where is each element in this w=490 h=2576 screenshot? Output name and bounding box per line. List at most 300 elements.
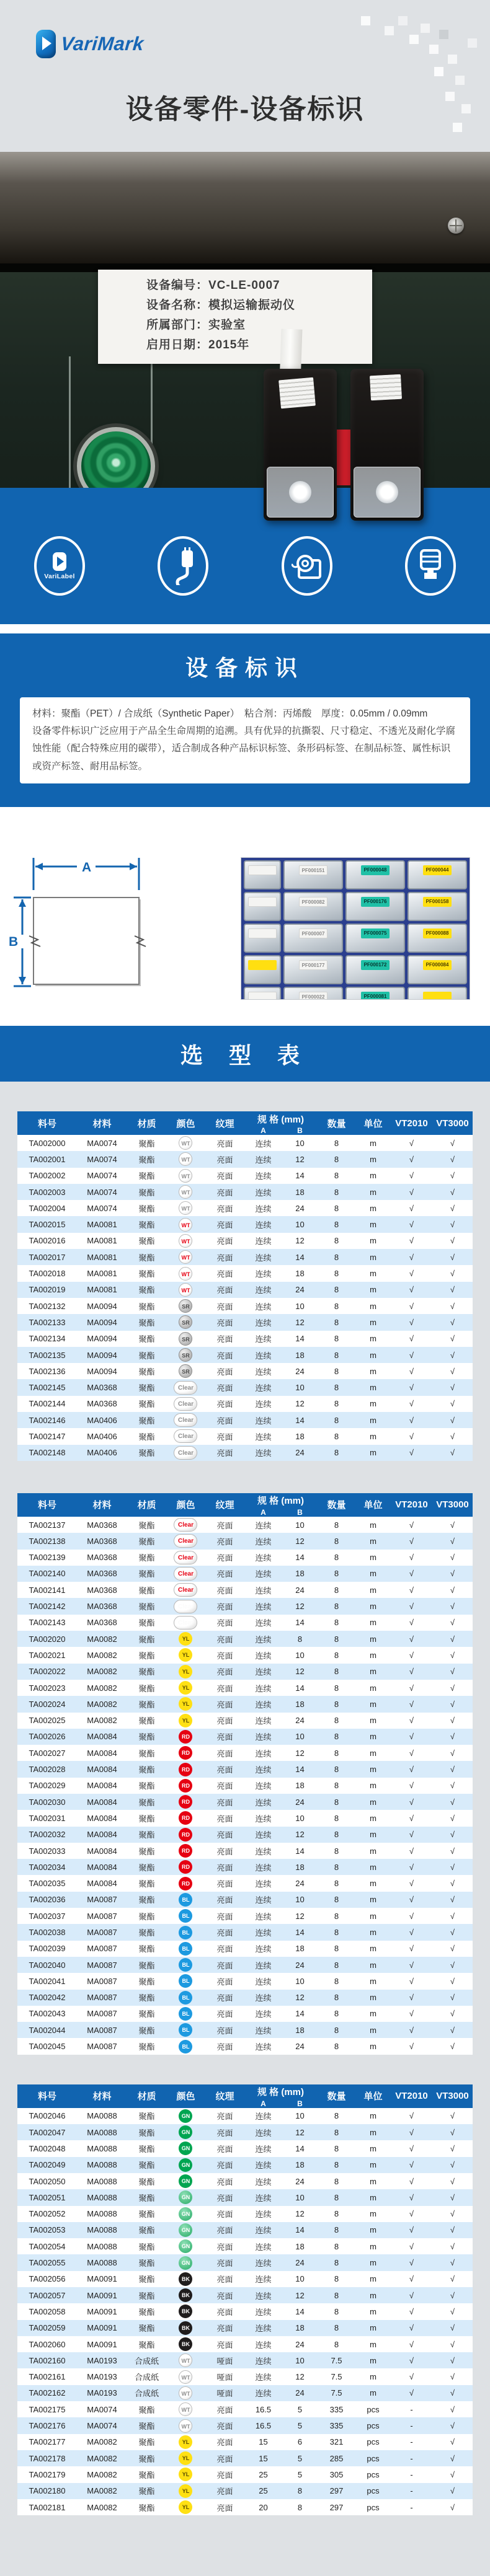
table-cell: MA0094 xyxy=(87,1366,117,1376)
table-cell: m xyxy=(370,1944,376,1954)
table-row xyxy=(17,1216,472,1232)
table-cell: m xyxy=(370,2192,376,2202)
table-cell: 亮面 xyxy=(216,1765,233,1775)
table-cell: 聚酯 xyxy=(138,1700,155,1709)
table-cell: 聚酯 xyxy=(138,2291,155,2301)
color-badge: SR xyxy=(179,1299,192,1313)
table-cell: MA0082 xyxy=(87,1667,117,1677)
color-badge: WT xyxy=(179,1152,192,1166)
table-cell: m xyxy=(370,1911,376,1921)
table-cell: 8 xyxy=(334,2290,339,2300)
table-cell: TA002040 xyxy=(29,1960,66,1970)
table-cell: 聚酯 xyxy=(138,2026,155,2036)
table-cell: √ xyxy=(409,1448,414,1458)
bin-label-chip xyxy=(248,960,277,970)
table-cell: 8 xyxy=(334,1667,339,1677)
bin-cell xyxy=(345,860,405,889)
table-cell: 亮面 xyxy=(216,2042,233,2052)
table-cell: 8 xyxy=(334,1813,339,1823)
table-cell: √ xyxy=(450,1618,455,1628)
table-cell: 连续 xyxy=(255,1269,272,1279)
table-cell: 12 xyxy=(295,1317,305,1327)
tape-cartridge xyxy=(350,369,424,521)
table-cell: TA002136 xyxy=(29,1366,66,1376)
table-cell: 12 xyxy=(295,2209,305,2219)
table-cell: √ xyxy=(450,2025,455,2035)
bin-cell xyxy=(244,955,281,984)
table-cell: 8 xyxy=(334,1993,339,2003)
table-cell: 连续 xyxy=(255,1977,272,1987)
table-cell: MA0084 xyxy=(87,1748,117,1758)
color-badge: WT xyxy=(179,2386,192,2400)
table-cell: 连续 xyxy=(255,1286,272,1295)
color-badge: Clear xyxy=(174,1446,197,1460)
col-spec-a: A xyxy=(244,1126,282,1135)
table-cell: √ xyxy=(409,2388,414,2398)
bin-cell xyxy=(345,987,405,999)
color-cell xyxy=(166,1428,205,1444)
table-cell: MA0081 xyxy=(87,1236,117,1246)
table-cell: 10 xyxy=(295,1976,305,1986)
bin-label-chip: PF000084 xyxy=(423,960,452,970)
table-cell: 亮面 xyxy=(216,1814,233,1824)
table-cell: 10 xyxy=(295,2192,305,2202)
table-cell: 连续 xyxy=(255,1732,272,1742)
product-description: 设备零件标识广泛应用于产品全生命周期的追溯。具有优异的抗撕裂、尺寸稳定、不透光及耐化学腐蚀性能（配合特殊应用的碳带），适合制成各种产品标识标签、条形码标签、在制品标签、属性标识或资产标签、耐用品标签。 xyxy=(32,726,456,772)
color-badge: BL xyxy=(179,2040,192,2053)
color-badge: BL xyxy=(179,1958,192,1972)
table-cell: MA0088 xyxy=(87,2192,117,2202)
table-cell: MA0074 xyxy=(87,2404,117,2414)
color-badge: Clear xyxy=(174,1616,197,1630)
table-cell: TA002179 xyxy=(29,2469,66,2479)
table-cell: √ xyxy=(409,2176,414,2186)
table-row xyxy=(17,1233,472,1249)
table-cell: MA0082 xyxy=(87,2469,117,2479)
table-row xyxy=(17,2336,472,2352)
color-badge: YL xyxy=(179,2500,192,2514)
color-cell xyxy=(166,1331,205,1347)
table-cell: 聚酯 xyxy=(138,1253,155,1263)
table-cell: 8 xyxy=(334,2306,339,2316)
table-cell: √ xyxy=(409,1366,414,1376)
table-cell: 连续 xyxy=(255,2259,272,2269)
color-badge: WT xyxy=(179,2419,192,2433)
table-cell: TA002140 xyxy=(29,1569,66,1579)
table-cell: 连续 xyxy=(255,1302,272,1312)
table-cell: 8 xyxy=(334,2192,339,2202)
table-cell: 亮面 xyxy=(216,1286,233,1295)
table-cell: MA0084 xyxy=(87,1813,117,1823)
table-cell: 亮面 xyxy=(216,2307,233,2317)
table-cell: 亮面 xyxy=(216,2275,233,2285)
table-row xyxy=(17,1314,472,1330)
table-cell: 8 xyxy=(334,1399,339,1409)
color-badge: GN xyxy=(179,2256,192,2270)
table-cell: m xyxy=(370,1846,376,1856)
table-cell: 12 xyxy=(295,1993,305,2003)
table-cell: m xyxy=(370,1879,376,1889)
color-cell xyxy=(166,1957,205,1973)
table-cell: 24 xyxy=(295,2176,305,2186)
table-cell: 335 xyxy=(329,2421,344,2431)
table-cell: m xyxy=(370,1334,376,1344)
table-cell: MA0084 xyxy=(87,1830,117,1840)
table-cell: 聚酯 xyxy=(138,2422,155,2432)
table-cell: 连续 xyxy=(255,1334,272,1344)
table-cell: √ xyxy=(409,1765,414,1775)
table-cell: m xyxy=(370,1797,376,1807)
col-unit: 单位 xyxy=(356,1493,391,1517)
table-cell: MA0074 xyxy=(87,1154,117,1164)
color-cell xyxy=(166,1664,205,1680)
table-row xyxy=(17,1990,472,2006)
color-cell xyxy=(166,2352,205,2368)
table-cell: TA002044 xyxy=(29,2025,66,2035)
table-row xyxy=(17,2401,472,2417)
table-cell: 连续 xyxy=(255,1520,272,1530)
table-cell: 8 xyxy=(334,1236,339,1246)
col-qty: 数量 xyxy=(318,1111,356,1135)
table-cell: m xyxy=(370,1602,376,1612)
table-cell: 5 xyxy=(297,2404,303,2414)
color-badge: SR xyxy=(179,1332,192,1346)
table-cell: 8 xyxy=(334,1220,339,1230)
table-cell: 连续 xyxy=(255,1797,272,1807)
color-badge: YL xyxy=(179,1648,192,1662)
dimension-diagram xyxy=(9,854,226,1000)
table-cell: 12 xyxy=(295,1830,305,1840)
table-cell: 8 xyxy=(334,1301,339,1311)
table-cell: 聚酯 xyxy=(138,1602,155,1612)
table-row xyxy=(17,2352,472,2368)
color-cell xyxy=(166,1941,205,1957)
table-cell: TA002049 xyxy=(29,2160,66,2170)
table-cell: √ xyxy=(450,1220,455,1230)
table-cell: √ xyxy=(450,1285,455,1295)
table-cell: 8 xyxy=(334,2127,339,2137)
table-cell: 连续 xyxy=(255,2161,272,2171)
table-cell: TA002034 xyxy=(29,1862,66,1872)
table-cell: √ xyxy=(409,1748,414,1758)
col-substrate: 材质 xyxy=(127,1493,166,1517)
table-cell: 聚酯 xyxy=(138,1961,155,1970)
table-cell: 亮面 xyxy=(216,2161,233,2171)
table-cell: m xyxy=(370,2241,376,2251)
table-cell: MA0082 xyxy=(87,1634,117,1644)
table-cell: 18 xyxy=(295,1431,305,1441)
table-cell: 连续 xyxy=(255,2373,272,2383)
table-row xyxy=(17,1843,472,1859)
color-badge: GN xyxy=(179,2109,192,2123)
table-cell: 亮面 xyxy=(216,1400,233,1409)
table-body xyxy=(17,1135,472,1461)
table-cell: 8 xyxy=(334,1895,339,1905)
table-cell: TA002020 xyxy=(29,1634,66,1644)
table-cell: √ xyxy=(450,2241,455,2251)
table-cell: √ xyxy=(450,1553,455,1563)
table-cell: 8 xyxy=(334,1618,339,1628)
table-cell: TA002141 xyxy=(29,1585,66,1595)
table-cell: 24 xyxy=(295,1285,305,1295)
table-cell: 14 xyxy=(295,1252,305,1262)
selection-table-1 xyxy=(17,1111,472,1461)
table-row xyxy=(17,1615,472,1631)
varilabel-label: VariLabel xyxy=(44,572,75,580)
table-cell: TA002143 xyxy=(29,1618,66,1628)
table-cell: MA0088 xyxy=(87,2209,117,2219)
table-cell: 连续 xyxy=(255,2226,272,2236)
page-title: 设备零件-设备标识 xyxy=(125,94,365,125)
table-cell: √ xyxy=(450,2127,455,2137)
table-cell: √ xyxy=(409,2143,414,2153)
color-badge: SR xyxy=(179,1348,192,1362)
col-spec: 规 格 (mm) xyxy=(244,2084,317,2099)
bin-cell xyxy=(244,987,281,999)
table-cell: 8 xyxy=(334,1650,339,1660)
bin-label-chip: PF000172 xyxy=(361,960,390,970)
col-spec-b: B xyxy=(282,2099,317,2108)
table-cell: 8 xyxy=(334,1602,339,1612)
table-cell: TA002002 xyxy=(29,1171,66,1181)
color-cell xyxy=(166,1200,205,1216)
tape-cartridge xyxy=(264,369,337,521)
table-cell: 18 xyxy=(295,1699,305,1709)
table-cell: 聚酯 xyxy=(138,1139,155,1149)
color-badge: WT xyxy=(179,1234,192,1248)
cartridge-mini-label xyxy=(370,374,402,401)
table-cell: √ xyxy=(409,1944,414,1954)
dim-b-label: B xyxy=(9,935,19,949)
table-cell: 8 xyxy=(334,2025,339,2035)
color-badge: RD xyxy=(179,1811,192,1825)
table-cell: TA002047 xyxy=(29,2127,66,2137)
table-cell: m xyxy=(370,2042,376,2052)
table-cell: 亮面 xyxy=(216,2291,233,2301)
table-cell: √ xyxy=(450,2404,455,2414)
table-cell: 连续 xyxy=(255,1749,272,1758)
table-cell: 12 xyxy=(295,1911,305,1921)
table-cell: 10 xyxy=(295,1732,305,1742)
bin-cell xyxy=(408,987,467,999)
table-cell: 亮面 xyxy=(216,1830,233,1840)
table-cell: m xyxy=(370,1269,376,1279)
table-cell: MA0368 xyxy=(87,1553,117,1563)
col-unit: 单位 xyxy=(356,2084,391,2108)
table-cell: √ xyxy=(450,1171,455,1181)
table-cell: 亮面 xyxy=(216,1237,233,1246)
table-cell: 8 xyxy=(297,2502,303,2512)
table-cell: MA0087 xyxy=(87,2009,117,2019)
table-cell: 聚酯 xyxy=(138,2405,155,2415)
table-cell: TA002019 xyxy=(29,1285,66,1295)
table-cell: 聚酯 xyxy=(138,1993,155,2003)
table-cell: 亮面 xyxy=(216,1781,233,1791)
table-cell: 6 xyxy=(297,2437,303,2447)
color-badge: BL xyxy=(179,1974,192,1988)
color-cell xyxy=(166,1713,205,1729)
color-badge: WT xyxy=(179,1169,192,1183)
table-cell: √ xyxy=(450,1846,455,1856)
table-cell: √ xyxy=(450,2209,455,2219)
table-cell: √ xyxy=(450,2421,455,2431)
table-cell: 聚酯 xyxy=(138,1220,155,1230)
table-cell: 连续 xyxy=(255,1416,272,1426)
table-cell: 聚酯 xyxy=(138,1765,155,1775)
table-cell: MA0084 xyxy=(87,1879,117,1889)
bin-label-chip: PF000158 xyxy=(423,897,452,907)
table-cell: 亮面 xyxy=(216,2128,233,2138)
brand-name: VariMark xyxy=(60,33,145,55)
color-badge: Clear xyxy=(174,1600,197,1613)
table-cell: MA0193 xyxy=(87,2355,117,2365)
table-cell: 亮面 xyxy=(216,1634,233,1644)
table-cell: TA002138 xyxy=(29,1536,66,1546)
table-cell: 亮面 xyxy=(216,2487,233,2497)
color-badge: Clear xyxy=(174,1413,197,1427)
table-cell: √ xyxy=(450,1797,455,1807)
equipment-label xyxy=(98,270,372,364)
color-badge: WT xyxy=(179,2353,192,2367)
table-row xyxy=(17,1761,472,1777)
color-cell xyxy=(166,1396,205,1412)
table-cell: √ xyxy=(409,1252,414,1262)
table-cell: 连续 xyxy=(255,1716,272,1726)
table-cell: 哑面 xyxy=(216,2373,233,2383)
table-cell: √ xyxy=(409,1960,414,1970)
table-cell: 聚酯 xyxy=(138,1618,155,1628)
table-cell: 连续 xyxy=(255,1879,272,1889)
color-badge: GN xyxy=(179,2190,192,2204)
table-cell: √ xyxy=(450,2160,455,2170)
table-cell: √ xyxy=(409,1220,414,1230)
table-cell: 亮面 xyxy=(216,1383,233,1393)
table-cell: 亮面 xyxy=(216,2454,233,2464)
color-badge: BL xyxy=(179,1991,192,2005)
table-cell: 亮面 xyxy=(216,2405,233,2415)
table-cell: - xyxy=(410,2502,413,2512)
table-cell: 连续 xyxy=(255,1683,272,1693)
table-cell: MA0193 xyxy=(87,2372,117,2382)
table-cell: 亮面 xyxy=(216,1895,233,1905)
table-cell: √ xyxy=(450,1334,455,1344)
table-cell: MA0082 xyxy=(87,2453,117,2463)
table-cell: 聚酯 xyxy=(138,1569,155,1579)
col-vt2010: VT2010 xyxy=(391,1493,433,1517)
table-cell: 8 xyxy=(334,2225,339,2235)
table-cell: 亮面 xyxy=(216,1977,233,1987)
table-cell: 18 xyxy=(295,1269,305,1279)
table-cell: TA002000 xyxy=(29,1138,66,1148)
table-cell: MA0091 xyxy=(87,2290,117,2300)
table-row xyxy=(17,1631,472,1647)
table-cell: √ xyxy=(450,1203,455,1213)
table-cell: √ xyxy=(450,1781,455,1791)
table-cell: 聚酯 xyxy=(138,2454,155,2464)
table-cell: TA002023 xyxy=(29,1683,66,1693)
table-cell: m xyxy=(370,1634,376,1644)
table-cell: TA002178 xyxy=(29,2453,66,2463)
col-color: 颜色 xyxy=(166,1493,205,1517)
table-cell: MA0368 xyxy=(87,1536,117,1546)
color-badge: WT xyxy=(179,1201,192,1215)
color-badge: BK xyxy=(179,2272,192,2286)
table-cell: 连续 xyxy=(255,1432,272,1442)
table-row xyxy=(17,1331,472,1347)
table-cell: √ xyxy=(409,1569,414,1579)
table-cell: √ xyxy=(450,1520,455,1530)
table-cell: m xyxy=(370,2225,376,2235)
color-cell xyxy=(166,1216,205,1232)
table-row xyxy=(17,2206,472,2222)
color-badge: WT xyxy=(179,1218,192,1232)
table-cell: TA002033 xyxy=(29,1846,66,1856)
table-cell: TA002017 xyxy=(29,1252,66,1262)
table-cell: TA002055 xyxy=(29,2258,66,2268)
table-cell: 8 xyxy=(334,1448,339,1458)
table-cell: 8 xyxy=(334,1317,339,1327)
table-cell: 连续 xyxy=(255,1139,272,1149)
table-cell: 亮面 xyxy=(216,1537,233,1546)
table-cell: m xyxy=(370,1138,376,1148)
color-cell xyxy=(166,2022,205,2038)
table-cell: 亮面 xyxy=(216,1618,233,1628)
table-row xyxy=(17,1550,472,1566)
table-cell: MA0082 xyxy=(87,1699,117,1709)
color-badge: GN xyxy=(179,2142,192,2155)
table-cell: 聚酯 xyxy=(138,2259,155,2269)
table-cell: 8 xyxy=(334,1976,339,1986)
table-cell: √ xyxy=(409,2009,414,2019)
color-badge: GN xyxy=(179,2158,192,2172)
table-cell: 聚酯 xyxy=(138,1351,155,1361)
pixel-decoration xyxy=(361,16,370,25)
table-cell: 亮面 xyxy=(216,1651,233,1661)
table-cell: m xyxy=(370,1895,376,1905)
table-cell: 聚酯 xyxy=(138,1334,155,1344)
table-cell: √ xyxy=(409,1431,414,1441)
table-cell: MA0081 xyxy=(87,1220,117,1230)
table-cell: 14 xyxy=(295,1683,305,1693)
table-cell: √ xyxy=(409,1317,414,1327)
table-cell: 24 xyxy=(295,1960,305,1970)
table-cell: MA0087 xyxy=(87,1928,117,1937)
table-cell: √ xyxy=(450,2176,455,2186)
col-vt3000: VT3000 xyxy=(433,1111,473,1135)
table-cell: m xyxy=(370,2306,376,2316)
table-cell: TA002016 xyxy=(29,1236,66,1246)
table-row xyxy=(17,2385,472,2401)
color-cell xyxy=(166,2271,205,2287)
table-cell: 321 xyxy=(329,2437,344,2447)
table-row xyxy=(17,2238,472,2254)
table-cell: MA0082 xyxy=(87,1650,117,1660)
table-cell: TA002177 xyxy=(29,2437,66,2447)
table-cell: 12 xyxy=(295,2127,305,2137)
table-cell: m xyxy=(370,1748,376,1758)
table-cell: m xyxy=(370,1383,376,1393)
cartridge-mini-label xyxy=(278,377,316,409)
table-cell: √ xyxy=(450,1138,455,1148)
table-cell: MA0074 xyxy=(87,1171,117,1181)
page-header xyxy=(0,0,490,152)
table-cell: m xyxy=(370,1520,376,1530)
table-row xyxy=(17,2320,472,2336)
table-cell: m xyxy=(370,1862,376,1872)
color-badge: BK xyxy=(179,2337,192,2351)
table-cell: MA0087 xyxy=(87,1944,117,1954)
table-cell: m xyxy=(370,1448,376,1458)
